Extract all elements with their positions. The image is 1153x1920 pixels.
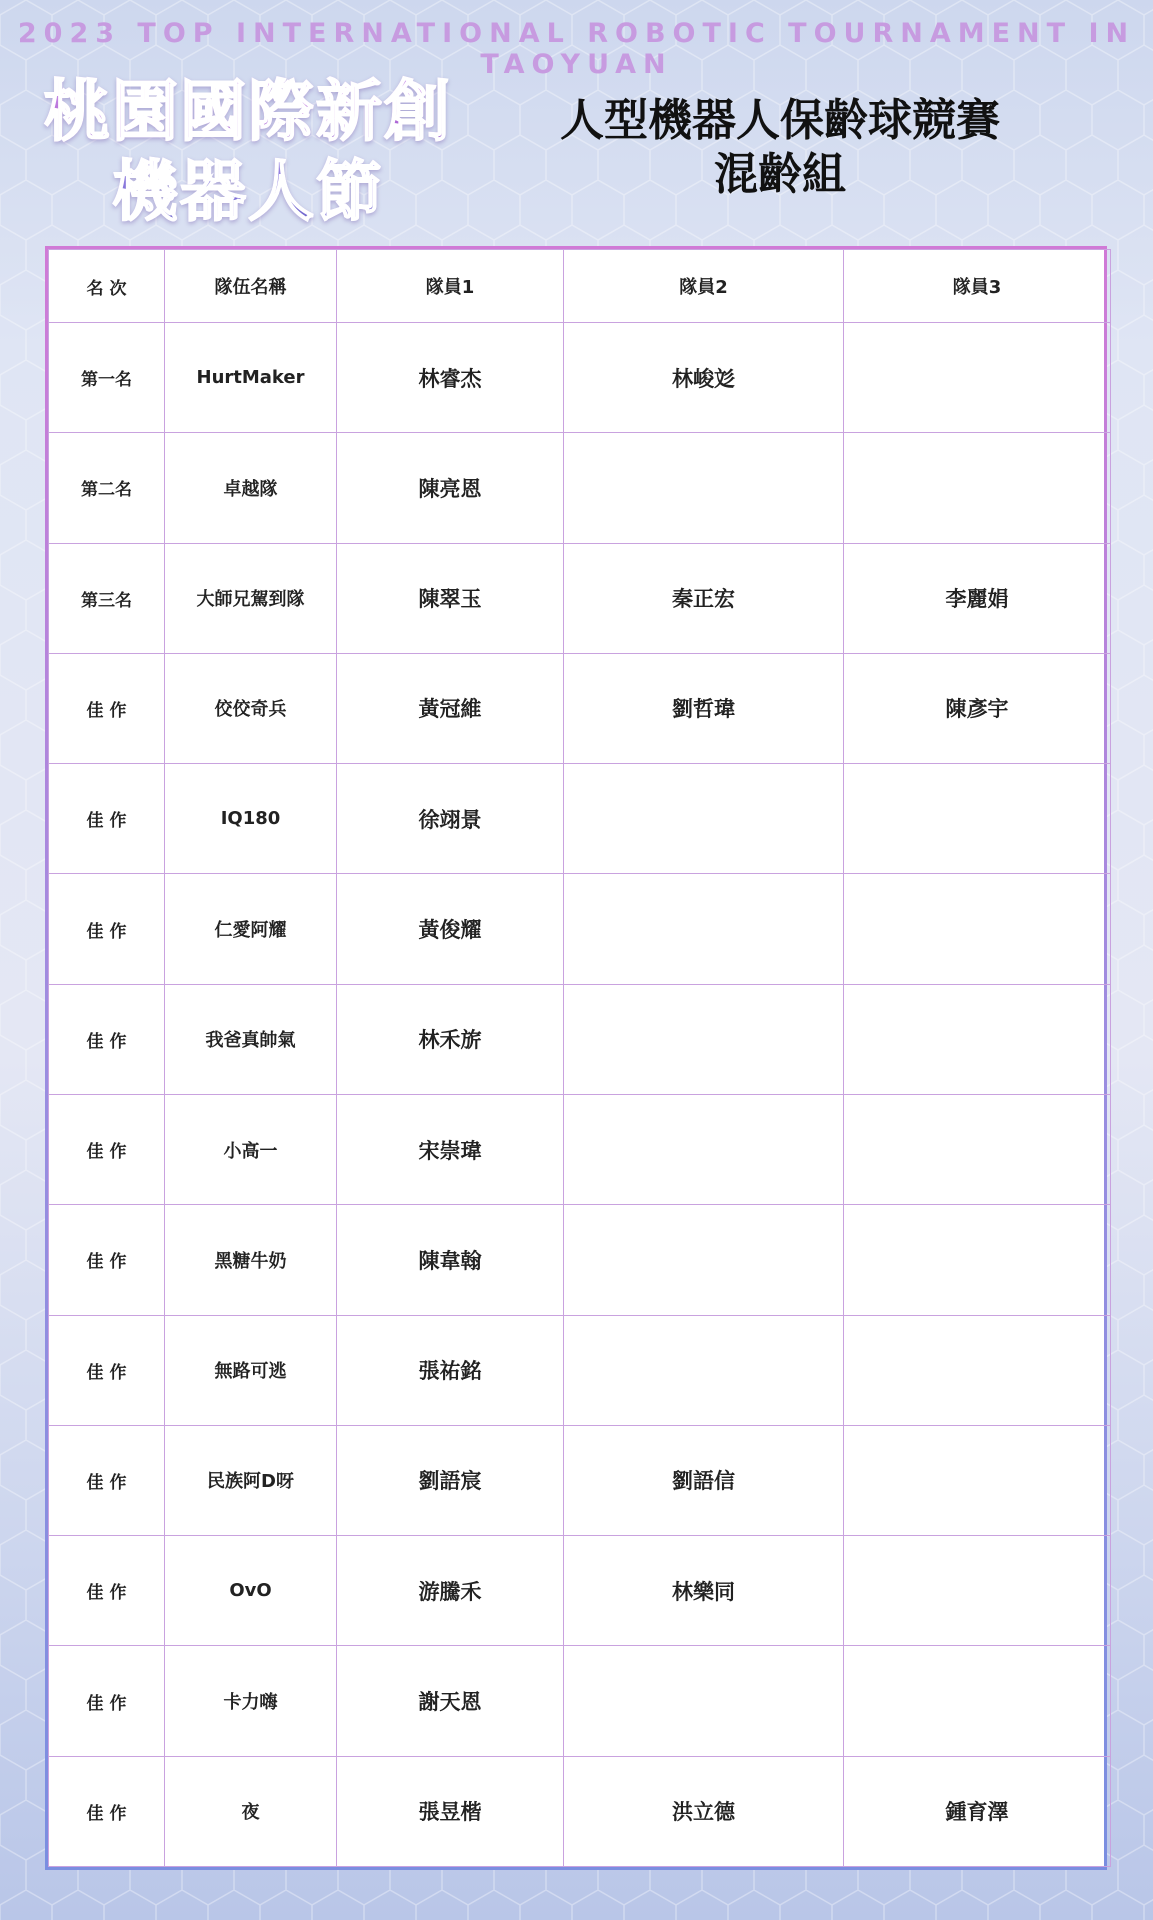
member-1-cell: 陳亮恩 (337, 433, 564, 543)
member-3-cell (844, 1205, 1111, 1315)
team-name-cell: HurtMaker (165, 323, 337, 433)
team-name-cell: 卓越隊 (165, 433, 337, 543)
member-1-cell: 黃俊耀 (337, 874, 564, 984)
member-2-cell: 林峻彣 (564, 323, 844, 433)
member-3-cell (844, 1094, 1111, 1204)
rank-cell: 佳 作 (49, 653, 165, 763)
rank-cell: 第三名 (49, 543, 165, 653)
member-1-cell: 游騰禾 (337, 1536, 564, 1646)
table-row (49, 1536, 1111, 1646)
table-row (49, 653, 1111, 763)
team-name-cell: 小高一 (165, 1094, 337, 1204)
member-1-cell: 徐翊景 (337, 764, 564, 874)
member-2-cell (564, 984, 844, 1094)
logo-line-1: 桃園國際新創 (44, 73, 452, 150)
team-name-cell: 夜 (165, 1756, 337, 1866)
rank-cell: 佳 作 (49, 1094, 165, 1204)
member-1-cell: 宋崇瑋 (337, 1094, 564, 1204)
rank-cell: 佳 作 (49, 1315, 165, 1425)
table-row (49, 1094, 1111, 1204)
member-3-cell (844, 433, 1111, 543)
page-subtitle: 混齡組 (714, 149, 846, 200)
member-3-cell: 陳彥宇 (844, 653, 1111, 763)
header-member-3: 隊員3 (844, 250, 1111, 323)
member-3-cell (844, 1536, 1111, 1646)
member-2-cell (564, 1315, 844, 1425)
table-header-row (49, 250, 1111, 323)
member-3-cell (844, 1315, 1111, 1425)
member-2-cell: 洪立德 (564, 1756, 844, 1866)
member-3-cell (844, 323, 1111, 433)
member-2-cell (564, 1646, 844, 1756)
member-2-cell: 林樂同 (564, 1536, 844, 1646)
table-row (49, 1425, 1111, 1535)
table-row (49, 543, 1111, 653)
member-1-cell: 張昱楷 (337, 1756, 564, 1866)
rank-cell: 佳 作 (49, 1646, 165, 1756)
table-row (49, 764, 1111, 874)
rank-cell: 佳 作 (49, 1536, 165, 1646)
member-1-cell: 陳韋翰 (337, 1205, 564, 1315)
rank-cell: 佳 作 (49, 874, 165, 984)
team-name-cell: 無路可逃 (165, 1315, 337, 1425)
rank-cell: 佳 作 (49, 1425, 165, 1535)
member-1-cell: 張祐銘 (337, 1315, 564, 1425)
member-3-cell (844, 764, 1111, 874)
results-table (48, 249, 1111, 1867)
festival-logo (44, 72, 452, 232)
header-team: 隊伍名稱 (165, 250, 337, 323)
team-name-cell: 大師兄駕到隊 (165, 543, 337, 653)
tournament-banner: 2023 TOP INTERNATIONAL ROBOTIC TOURNAMENT IN TAOYUAN (17, 18, 1136, 80)
table-row (49, 984, 1111, 1094)
member-2-cell: 劉哲瑋 (564, 653, 844, 763)
member-3-cell: 鍾育澤 (844, 1756, 1111, 1866)
member-2-cell (564, 874, 844, 984)
team-name-cell: OvO (165, 1536, 337, 1646)
page-title: 人型機器人保齡球競賽 (560, 95, 1000, 146)
member-2-cell (564, 764, 844, 874)
member-2-cell: 劉語信 (564, 1425, 844, 1535)
member-2-cell: 秦正宏 (564, 543, 844, 653)
table-row (49, 1646, 1111, 1756)
team-name-cell: 仁愛阿耀 (165, 874, 337, 984)
team-name-cell: 民族阿D呀 (165, 1425, 337, 1535)
rank-cell: 第一名 (49, 323, 165, 433)
table-row (49, 433, 1111, 543)
rank-cell: 佳 作 (49, 984, 165, 1094)
member-2-cell (564, 433, 844, 543)
member-1-cell: 陳翠玉 (337, 543, 564, 653)
header-member-1: 隊員1 (337, 250, 564, 323)
member-2-cell (564, 1205, 844, 1315)
member-3-cell: 李麗娟 (844, 543, 1111, 653)
member-3-cell (844, 1425, 1111, 1535)
table-row (49, 1205, 1111, 1315)
rank-cell: 佳 作 (49, 1205, 165, 1315)
rank-cell: 佳 作 (49, 764, 165, 874)
member-1-cell: 謝天恩 (337, 1646, 564, 1756)
header-member-2: 隊員2 (564, 250, 844, 323)
header-rank: 名 次 (49, 250, 165, 323)
member-1-cell: 劉語宸 (337, 1425, 564, 1535)
team-name-cell: 我爸真帥氣 (165, 984, 337, 1094)
member-1-cell: 黃冠維 (337, 653, 564, 763)
team-name-cell: IQ180 (165, 764, 337, 874)
rank-cell: 第二名 (49, 433, 165, 543)
logo-line-2: 機器人節 (112, 152, 444, 232)
team-name-cell: 黑糖牛奶 (165, 1205, 337, 1315)
table-row (49, 1756, 1111, 1866)
member-1-cell: 林禾旂 (337, 984, 564, 1094)
member-3-cell (844, 984, 1111, 1094)
table-row (49, 874, 1111, 984)
table-row (49, 323, 1111, 433)
member-3-cell (844, 1646, 1111, 1756)
team-name-cell: 卡力嗨 (165, 1646, 337, 1756)
member-3-cell (844, 874, 1111, 984)
team-name-cell: 佼佼奇兵 (165, 653, 337, 763)
rank-cell: 佳 作 (49, 1756, 165, 1866)
member-2-cell (564, 1094, 844, 1204)
member-1-cell: 林睿杰 (337, 323, 564, 433)
results-table-frame (45, 246, 1107, 1870)
table-row (49, 1315, 1111, 1425)
